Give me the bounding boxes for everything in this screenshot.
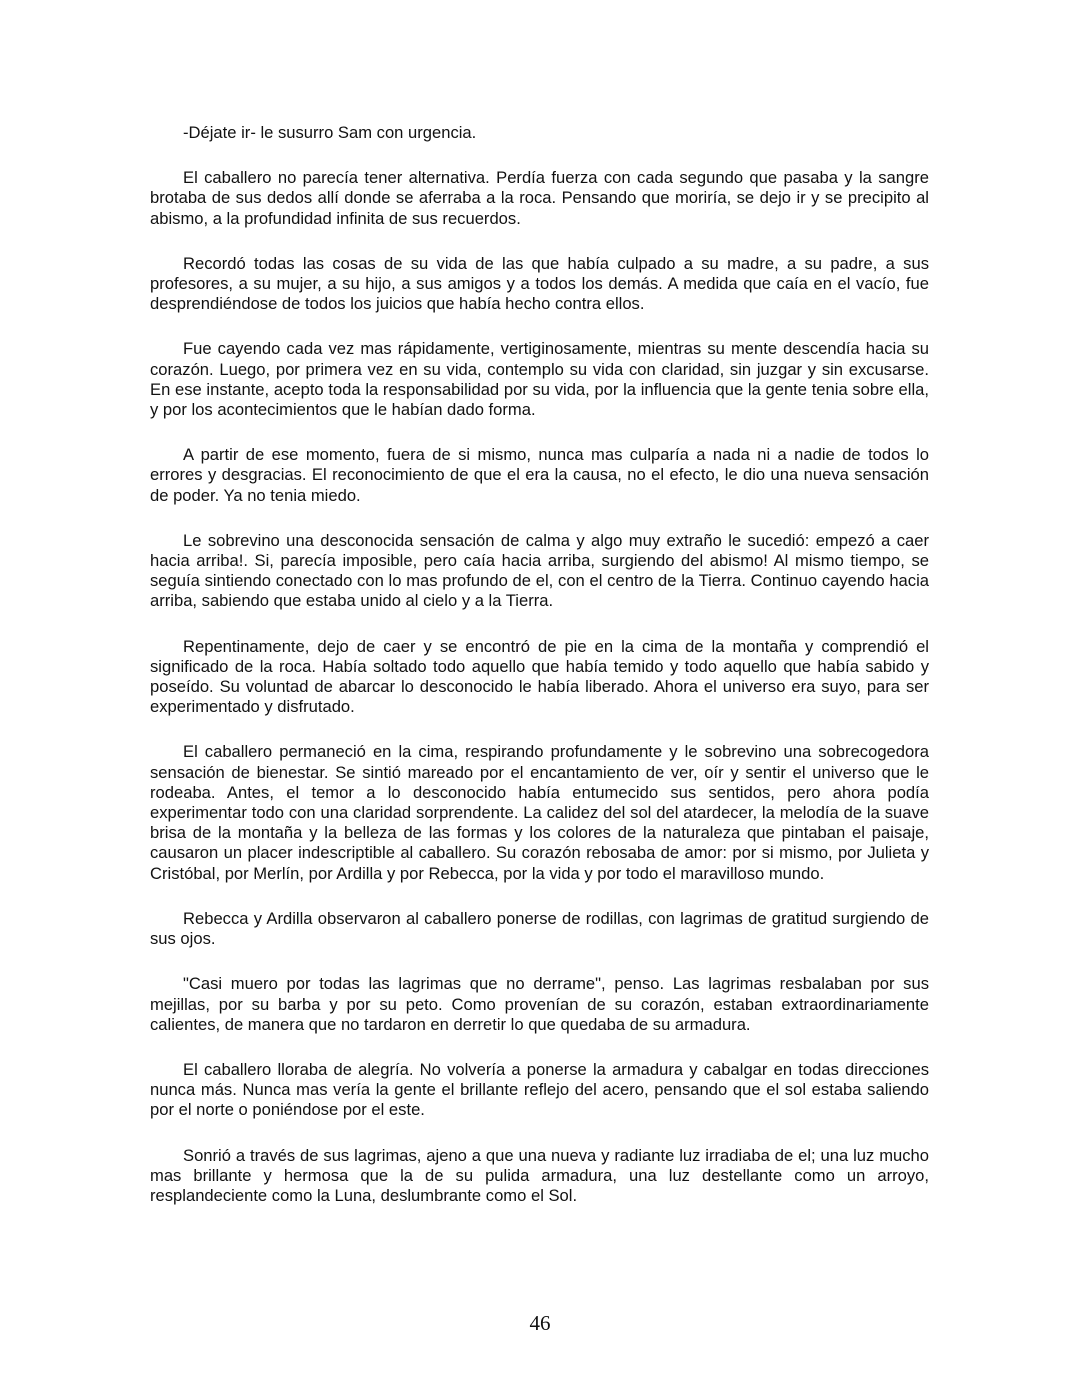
paragraph: -Déjate ir- le susurro Sam con urgencia. xyxy=(183,123,477,142)
page-number: 46 xyxy=(529,1311,551,1335)
paragraph: El caballero lloraba de alegría. No volvería a ponerse la armadura y cabalgar en todas direcciones nunca más. Nunca mas vería la gente el brillante reflejo del acero, pensando que el sol estaba saliendo por el norte o poniéndose por el este. xyxy=(150,1059,929,1120)
document-body xyxy=(150,123,929,1231)
paragraph: El caballero permaneció en la cima, respirando profundamente y le sobrevino una sobrecogedora sensación de bienestar. Se sintió mareado por el encantamiento de ver, oír y sentir el universo que le rodeaba. Antes, el temor a lo desconocido había entumecido sus sentidos, pero ahora podía experimentar todo con una claridad sorprendente. La calidez del sol del atardecer, la melodía de la suave brisa de la montaña y la belleza de las formas y los colores de la naturaleza que pintaban el paisaje, causaron un placer indescriptible al caballero. Su corazón rebosaba de amor: por si mismo, por Julieta y Cristóbal, por Merlín, por Ardilla y por Rebecca, por la vida y por todo el maravilloso mundo. xyxy=(150,742,929,883)
paragraph: Rebecca y Ardilla observaron al caballero ponerse de rodillas, con lagrimas de gratitud surgiendo de sus ojos. xyxy=(150,908,929,949)
paragraph: Le sobrevino una desconocida sensación de calma y algo muy extraño le sucedió: empezó a caer hacia arriba!. Si, parecía imposible, pero caía hacia arriba, surgiendo del abismo! Al mismo tiempo, se seguía sintiendo conectado con lo mas profundo de el, con el centro de la Tierra. Continuo cayendo hacia arriba, sabiendo que estaba unido al cielo y a la Tierra. xyxy=(150,530,929,611)
paragraph: Recordó todas las cosas de su vida de las que había culpado a su madre, a su padre, a sus profesores, a su mujer, a su hijo, a sus amigos y a todos los demás. A medida que caía en el vacío, fue desprendiéndose de todos los juicios que había hecho contra ellos. xyxy=(150,253,929,314)
paragraph: A partir de ese momento, fuera de si mismo, nunca mas culparía a nada ni a nadie de todos lo errores y desgracias. El reconocimiento de que el era la causa, no el efecto, le dio una nueva sensación de poder. Ya no tenia miedo. xyxy=(150,445,929,505)
paragraph: El caballero no parecía tener alternativa. Perdía fuerza con cada segundo que pasaba y la sangre brotaba de sus dedos allí donde se aferraba a la roca. Pensando que moriría, se dejo ir y se precipito al abismo, a la profundidad infinita de sus recuerdos. xyxy=(150,168,929,228)
paragraph: Fue cayendo cada vez mas rápidamente, vertiginosamente, mientras su mente descendía hacia su corazón. Luego, por primera vez en su vida, contemplo su vida con claridad, sin juzgar y sin excusarse. En ese instante, acepto toda la responsabilidad por su vida, por la influencia que la gente tenia sobre ella, y por los acontecimientos que le habían dado forma. xyxy=(150,339,929,420)
paragraph: "Casi muero por todas las lagrimas que no derrame", penso. Las lagrimas resbalaban por sus mejillas, por su barba y por su peto. Como provenían de su corazón, estaban extraordinariamente calientes, de manera que no tardaron en derretir lo que quedaba de su armadura. xyxy=(150,974,929,1034)
paragraph: Repentinamente, dejo de caer y se encontró de pie en la cima de la montaña y comprendió el significado de la roca. Había soltado todo aquello que había temido y todo aquello que había sabido y poseído. Su voluntad de abarcar lo desconocido le había liberado. Ahora el universo era suyo, para ser experimentado y disfrutado. xyxy=(150,636,929,717)
paragraph: Sonrió a través de sus lagrimas, ajeno a que una nueva y radiante luz irradiaba de el; una luz mucho mas brillante y hermosa que la de su pulida armadura, una luz destellante como un arroyo, resplandeciente como la Luna, deslumbrante como el Sol. xyxy=(150,1145,929,1205)
